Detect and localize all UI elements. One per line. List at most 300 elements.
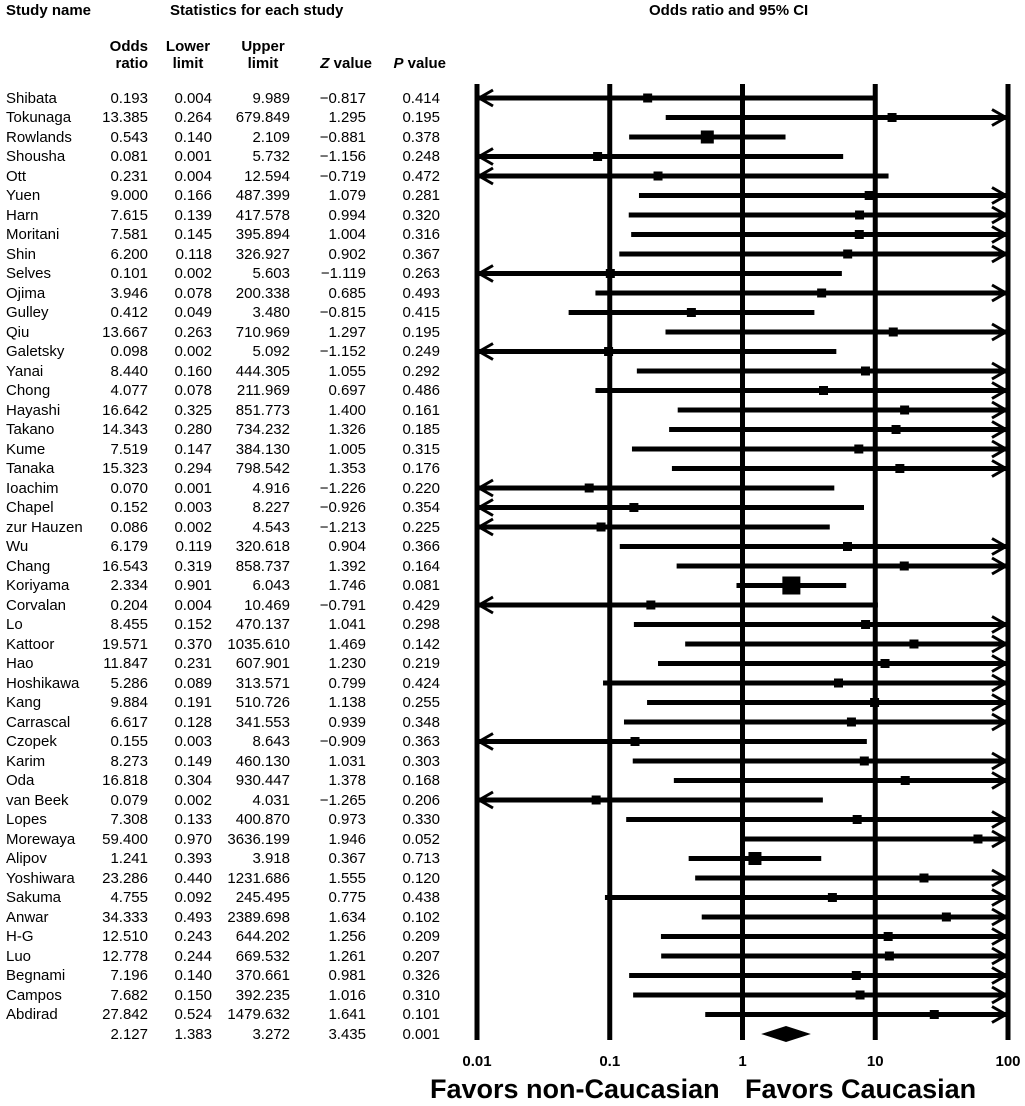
odds-ratio-cell: 4.755 bbox=[110, 889, 148, 906]
odds-ratio-cell: 16.543 bbox=[102, 557, 148, 575]
p-value-cell: 0.248 bbox=[402, 148, 440, 165]
odds-ratio-cell: 0.231 bbox=[110, 167, 148, 185]
odds-ratio-cell: 11.847 bbox=[103, 655, 148, 672]
study-name-cell: Moritani bbox=[6, 226, 60, 243]
study-name-cell: Campos bbox=[6, 986, 62, 1004]
p-value-cell: 0.366 bbox=[402, 538, 440, 555]
p-value-cell: 0.102 bbox=[402, 908, 440, 926]
lower-limit-cell: 0.231 bbox=[174, 655, 212, 672]
tick-label: 0.01 bbox=[462, 1053, 492, 1070]
point-estimate-marker bbox=[855, 230, 864, 239]
odds-ratio-cell: 1.241 bbox=[110, 850, 148, 867]
point-estimate-marker bbox=[889, 328, 898, 337]
upper-limit-cell: 3.918 bbox=[252, 850, 290, 867]
z-value-header-italic: Z bbox=[320, 55, 330, 72]
study-name-cell: Sakuma bbox=[6, 889, 62, 906]
study-name-cell: Harn bbox=[6, 206, 39, 224]
study-name-cell: Shousha bbox=[6, 148, 66, 165]
lower-limit-cell: 0.440 bbox=[174, 869, 212, 887]
lower-limit-cell: 0.393 bbox=[174, 850, 212, 867]
lower-limit-cell: 0.524 bbox=[174, 1006, 212, 1023]
odds-ratio-cell: 16.642 bbox=[102, 401, 148, 419]
point-estimate-marker bbox=[701, 131, 714, 144]
z-value-cell: −0.815 bbox=[319, 304, 366, 321]
odds-ratio-cell: 7.615 bbox=[110, 206, 148, 224]
lower-limit-cell: 0.118 bbox=[175, 245, 212, 263]
odds-ratio-cell: 8.440 bbox=[110, 362, 148, 380]
z-value-header-rest: value bbox=[329, 55, 372, 72]
z-value-cell: 1.641 bbox=[328, 1006, 366, 1023]
odds-ratio-cell: 9.000 bbox=[110, 187, 148, 204]
p-value-cell: 0.348 bbox=[402, 713, 440, 731]
study-name-cell: Carrascal bbox=[6, 713, 71, 731]
point-estimate-marker bbox=[629, 503, 638, 512]
odds-ratio-cell: 4.077 bbox=[110, 382, 148, 399]
odds-ratio-cell: 12.510 bbox=[102, 928, 148, 945]
upper-limit-header-line1: Upper bbox=[241, 38, 285, 55]
odds-ratio-cell: 0.155 bbox=[110, 733, 148, 750]
upper-limit-cell: 4.916 bbox=[252, 479, 290, 497]
odds-ratio-cell: 0.101 bbox=[110, 265, 148, 282]
lower-limit-cell: 0.089 bbox=[174, 674, 212, 692]
upper-limit-cell: 341.553 bbox=[235, 713, 290, 731]
lower-limit-cell: 1.383 bbox=[174, 1025, 212, 1043]
study-name-cell: Kattoor bbox=[6, 635, 55, 653]
study-name-cell: Yanai bbox=[6, 362, 44, 380]
z-value-cell: 1.555 bbox=[328, 869, 366, 887]
odds-ratio-cell: 3.946 bbox=[110, 284, 148, 302]
p-value-cell: 0.225 bbox=[402, 518, 440, 536]
p-value-cell: 0.249 bbox=[402, 343, 440, 360]
p-value-cell: 0.424 bbox=[402, 674, 440, 692]
study-name-cell: Abdirad bbox=[6, 1006, 58, 1023]
point-estimate-marker bbox=[646, 601, 655, 610]
z-value-cell: 1.297 bbox=[328, 323, 366, 341]
z-value-cell: 1.400 bbox=[328, 401, 366, 419]
p-value-cell: 0.263 bbox=[402, 265, 440, 282]
z-value-cell: 1.031 bbox=[328, 752, 366, 770]
study-name-cell: Hayashi bbox=[6, 401, 61, 419]
study-name-cell: Czopek bbox=[6, 733, 57, 750]
odds-ratio-cell: 7.519 bbox=[110, 440, 148, 458]
lower-limit-cell: 0.140 bbox=[174, 128, 212, 146]
point-estimate-marker bbox=[643, 94, 652, 103]
point-estimate-marker bbox=[881, 659, 890, 668]
study-name-cell: Anwar bbox=[6, 908, 49, 926]
point-estimate-marker bbox=[819, 386, 828, 395]
point-estimate-marker bbox=[687, 308, 696, 317]
upper-limit-cell: 6.043 bbox=[252, 577, 290, 594]
z-value-cell: 0.939 bbox=[328, 713, 366, 731]
p-value-cell: 0.472 bbox=[402, 167, 440, 185]
lower-limit-cell: 0.140 bbox=[174, 967, 212, 984]
point-estimate-marker bbox=[592, 796, 601, 805]
lower-limit-cell: 0.145 bbox=[174, 226, 212, 243]
lower-limit-cell: 0.150 bbox=[174, 986, 212, 1004]
z-value-cell: 1.138 bbox=[328, 694, 366, 711]
point-estimate-marker bbox=[884, 932, 893, 941]
odds-ratio-cell: 0.081 bbox=[110, 148, 148, 165]
point-estimate-marker bbox=[817, 289, 826, 298]
upper-limit-cell: 2389.698 bbox=[227, 908, 290, 926]
p-value-cell: 0.219 bbox=[402, 655, 440, 672]
lower-limit-cell: 0.139 bbox=[174, 206, 212, 224]
point-estimate-marker bbox=[593, 152, 602, 161]
odds-ratio-cell: 0.193 bbox=[110, 89, 148, 107]
lower-limit-cell: 0.152 bbox=[174, 616, 212, 633]
point-estimate-marker bbox=[606, 269, 615, 278]
upper-limit-cell: 417.578 bbox=[235, 206, 290, 224]
lower-limit-cell: 0.004 bbox=[174, 89, 212, 107]
upper-limit-cell: 395.894 bbox=[235, 226, 290, 243]
upper-limit-cell: 392.235 bbox=[235, 986, 290, 1004]
point-estimate-marker bbox=[853, 815, 862, 824]
point-estimate-marker bbox=[748, 852, 761, 865]
study-name-cell: Qiu bbox=[6, 323, 30, 341]
study-name-cell: Rowlands bbox=[6, 128, 72, 146]
study-name-cell: Alipov bbox=[6, 850, 47, 867]
z-value-cell: −0.909 bbox=[319, 733, 366, 750]
z-value-cell: 0.685 bbox=[328, 284, 366, 302]
odds-ratio-cell: 16.818 bbox=[102, 772, 148, 789]
z-value-cell: 1.004 bbox=[328, 226, 366, 243]
upper-limit-cell: 384.130 bbox=[235, 440, 290, 458]
point-estimate-marker bbox=[888, 113, 897, 122]
study-name-cell: Tanaka bbox=[6, 460, 55, 477]
point-estimate-marker bbox=[847, 718, 856, 727]
lower-limit-cell: 0.160 bbox=[174, 362, 212, 380]
upper-limit-cell: 669.532 bbox=[235, 947, 290, 965]
study-name-cell: van Beek bbox=[6, 791, 69, 809]
p-value-cell: 0.292 bbox=[402, 362, 440, 380]
study-name-cell: Chang bbox=[6, 557, 51, 575]
odds-ratio-cell: 14.343 bbox=[102, 421, 148, 438]
lower-limit-cell: 0.002 bbox=[174, 518, 212, 536]
odds-ratio-cell: 2.334 bbox=[110, 577, 148, 594]
study-name-cell: Wu bbox=[6, 538, 29, 555]
study-name-cell: Shin bbox=[6, 245, 37, 263]
odds-ratio-cell: 6.617 bbox=[110, 713, 148, 731]
p-value-cell: 0.493 bbox=[402, 284, 440, 302]
p-value-cell: 0.001 bbox=[402, 1025, 440, 1043]
z-value-cell: 0.367 bbox=[328, 850, 366, 867]
p-value-cell: 0.316 bbox=[402, 226, 440, 243]
z-value-cell: −1.213 bbox=[319, 518, 366, 536]
odds-ratio-cell: 2.127 bbox=[110, 1025, 148, 1043]
p-value-cell: 0.168 bbox=[402, 772, 440, 789]
lower-limit-cell: 0.493 bbox=[174, 908, 212, 926]
tick-label: 10 bbox=[866, 1053, 884, 1070]
z-value-cell: 3.435 bbox=[328, 1025, 366, 1043]
lower-limit-cell: 0.901 bbox=[174, 577, 212, 594]
study-name-cell: Chong bbox=[6, 382, 51, 399]
point-estimate-marker bbox=[856, 991, 865, 1000]
odds-ratio-cell: 0.079 bbox=[110, 791, 148, 809]
p-value-cell: 0.414 bbox=[402, 89, 440, 107]
odds-ratio-cell: 12.778 bbox=[102, 947, 148, 965]
odds-ratio-cell: 0.412 bbox=[110, 304, 148, 321]
odds-ratio-cell: 0.098 bbox=[110, 343, 148, 360]
lower-limit-cell: 0.001 bbox=[174, 148, 212, 165]
odds-ratio-cell: 9.884 bbox=[110, 694, 148, 711]
study-name-header: Study name bbox=[6, 2, 92, 19]
odds-ratio-cell: 8.273 bbox=[110, 752, 148, 770]
odds-ratio-cell: 7.308 bbox=[110, 811, 148, 828]
study-name-cell: Corvalan bbox=[6, 596, 67, 614]
point-estimate-marker bbox=[973, 835, 982, 844]
statistics-header: Statistics for each study bbox=[170, 2, 344, 19]
z-value-cell: −1.226 bbox=[319, 479, 366, 497]
point-estimate-marker bbox=[631, 737, 640, 746]
upper-limit-cell: 734.232 bbox=[235, 421, 290, 438]
study-name-cell: Lopes bbox=[6, 811, 47, 828]
tick-label: 1 bbox=[738, 1053, 747, 1070]
p-value-cell: 0.195 bbox=[402, 109, 440, 126]
z-value-cell: 1.946 bbox=[328, 830, 366, 848]
upper-limit-cell: 200.338 bbox=[235, 284, 290, 302]
point-estimate-marker bbox=[834, 679, 843, 688]
upper-limit-cell: 211.969 bbox=[236, 382, 290, 399]
z-value-cell: 1.005 bbox=[328, 440, 366, 458]
study-name-cell: Ioachim bbox=[6, 479, 59, 497]
p-value-cell: 0.120 bbox=[402, 869, 440, 887]
study-name-cell: Begnami bbox=[6, 967, 66, 984]
z-value-cell: −0.926 bbox=[319, 499, 366, 516]
upper-limit-cell: 3.272 bbox=[252, 1025, 290, 1043]
odds-ratio-cell: 5.286 bbox=[110, 674, 148, 692]
lower-limit-cell: 0.002 bbox=[174, 343, 212, 360]
odds-ratio-cell: 7.196 bbox=[110, 967, 148, 984]
study-name-cell: Tokunaga bbox=[6, 109, 72, 126]
p-value-cell: 0.378 bbox=[402, 128, 440, 146]
study-name-cell: Koriyama bbox=[6, 577, 70, 594]
z-value-cell: 1.326 bbox=[328, 421, 366, 438]
odds-ratio-cell: 34.333 bbox=[102, 908, 148, 926]
point-estimate-marker bbox=[942, 913, 951, 922]
p-value-cell: 0.281 bbox=[402, 187, 440, 204]
point-estimate-marker bbox=[585, 484, 594, 493]
point-estimate-marker bbox=[900, 562, 909, 571]
lower-limit-cell: 0.001 bbox=[174, 479, 212, 497]
p-value-cell: 0.209 bbox=[402, 928, 440, 945]
odds-ratio-cell: 7.581 bbox=[110, 226, 148, 243]
odds-ratio-cell: 0.070 bbox=[110, 479, 148, 497]
upper-limit-cell: 2.109 bbox=[252, 128, 290, 146]
upper-limit-cell: 12.594 bbox=[244, 167, 290, 185]
upper-limit-cell: 679.849 bbox=[235, 109, 290, 126]
upper-limit-cell: 3.480 bbox=[252, 304, 290, 321]
study-name-cell: Galetsky bbox=[6, 343, 65, 360]
study-name-cell: Karim bbox=[6, 752, 46, 770]
odds-ratio-cell: 19.571 bbox=[102, 635, 148, 653]
study-name-cell: zur Hauzen bbox=[6, 518, 83, 536]
z-value-cell: −1.265 bbox=[319, 791, 366, 809]
study-name-cell: Hao bbox=[6, 655, 34, 672]
upper-limit-cell: 10.469 bbox=[244, 596, 290, 614]
upper-limit-cell: 444.305 bbox=[235, 362, 290, 380]
lower-limit-cell: 0.078 bbox=[174, 284, 212, 302]
z-value-cell: 1.079 bbox=[328, 187, 366, 204]
p-value-cell: 0.161 bbox=[402, 401, 440, 419]
point-estimate-marker bbox=[843, 250, 852, 259]
point-estimate-marker bbox=[860, 757, 869, 766]
lower-limit-cell: 0.003 bbox=[174, 733, 212, 750]
lower-limit-cell: 0.263 bbox=[174, 323, 212, 341]
point-estimate-marker bbox=[597, 523, 606, 532]
point-estimate-marker bbox=[870, 698, 879, 707]
study-name-cell: Lo bbox=[6, 616, 23, 633]
tick-label: 0.1 bbox=[599, 1053, 621, 1070]
lower-limit-cell: 0.970 bbox=[174, 830, 212, 848]
p-value-cell: 0.429 bbox=[402, 596, 440, 614]
p-value-cell: 0.164 bbox=[402, 557, 440, 575]
study-name-cell: Morewaya bbox=[6, 830, 76, 848]
study-name-cell: Ott bbox=[6, 167, 27, 185]
p-value-cell: 0.206 bbox=[402, 791, 440, 809]
upper-limit-cell: 4.543 bbox=[252, 518, 290, 536]
study-name-cell: Hoshikawa bbox=[6, 674, 80, 692]
z-value-cell: 1.295 bbox=[328, 109, 366, 126]
point-estimate-marker bbox=[782, 577, 800, 595]
study-name-cell: Shibata bbox=[6, 89, 57, 107]
lower-limit-cell: 0.166 bbox=[174, 187, 212, 204]
lower-limit-cell: 0.002 bbox=[174, 265, 212, 282]
p-value-cell: 0.713 bbox=[402, 850, 440, 867]
point-estimate-marker bbox=[895, 464, 904, 473]
z-value-cell: 1.041 bbox=[328, 616, 366, 633]
odds-ratio-cell: 23.286 bbox=[102, 869, 148, 887]
upper-limit-cell: 5.603 bbox=[252, 265, 290, 282]
point-estimate-marker bbox=[604, 347, 613, 356]
lower-limit-cell: 0.128 bbox=[174, 713, 212, 731]
upper-limit-cell: 8.643 bbox=[252, 733, 290, 750]
point-estimate-marker bbox=[885, 952, 894, 961]
upper-limit-cell: 858.737 bbox=[235, 557, 290, 575]
z-value-cell: 1.378 bbox=[328, 772, 366, 789]
odds-ratio-cell: 0.204 bbox=[110, 596, 148, 614]
point-estimate-marker bbox=[865, 191, 874, 200]
p-value-cell: 0.220 bbox=[402, 479, 440, 497]
p-value-cell: 0.310 bbox=[402, 986, 440, 1004]
lower-limit-cell: 0.002 bbox=[174, 791, 212, 809]
odds-ratio-cell: 6.200 bbox=[110, 245, 148, 263]
study-name-cell: Takano bbox=[6, 421, 55, 438]
lower-limit-cell: 0.244 bbox=[174, 947, 212, 965]
odds-ratio-cell: 6.179 bbox=[110, 538, 148, 555]
odds-ratio-cell: 13.667 bbox=[102, 323, 148, 341]
odds-ratio-cell: 0.152 bbox=[110, 499, 148, 516]
forest-plot-title: Odds ratio and 95% CI bbox=[649, 2, 809, 19]
z-value-cell: 1.055 bbox=[328, 362, 366, 380]
lower-limit-cell: 0.191 bbox=[174, 694, 212, 711]
study-name-cell: Kume bbox=[6, 440, 46, 458]
lower-limit-header-line1: Lower bbox=[165, 38, 211, 55]
p-value-cell: 0.207 bbox=[402, 947, 440, 965]
upper-limit-cell: 710.969 bbox=[235, 323, 290, 341]
point-estimate-marker bbox=[919, 874, 928, 883]
upper-limit-cell: 1479.632 bbox=[227, 1006, 290, 1023]
lower-limit-cell: 0.149 bbox=[174, 752, 212, 770]
z-value-cell: −1.119 bbox=[320, 265, 366, 282]
study-name-cell: Luo bbox=[6, 947, 32, 965]
upper-limit-cell: 487.399 bbox=[235, 187, 290, 204]
point-estimate-marker bbox=[855, 211, 864, 220]
z-value-cell: 1.261 bbox=[328, 947, 366, 965]
z-value-cell: 1.230 bbox=[328, 655, 366, 672]
z-value-cell: 0.775 bbox=[328, 889, 366, 906]
z-value-cell: 1.353 bbox=[328, 460, 366, 477]
z-value-cell: 0.981 bbox=[328, 967, 366, 984]
upper-limit-cell: 320.618 bbox=[235, 538, 290, 555]
z-value-cell: 0.902 bbox=[328, 245, 366, 263]
lower-limit-cell: 0.319 bbox=[174, 557, 212, 575]
p-value-cell: 0.330 bbox=[402, 811, 440, 828]
upper-limit-cell: 5.092 bbox=[252, 343, 290, 360]
study-name-cell: Gulley bbox=[6, 304, 49, 321]
upper-limit-cell: 460.130 bbox=[235, 752, 290, 770]
upper-limit-cell: 4.031 bbox=[252, 791, 290, 809]
odds-ratio-cell: 13.385 bbox=[102, 109, 148, 126]
z-value-cell: 0.697 bbox=[328, 382, 366, 399]
point-estimate-marker bbox=[843, 542, 852, 551]
z-value-cell: −1.156 bbox=[319, 148, 366, 165]
odds-ratio-cell: 59.400 bbox=[102, 830, 148, 848]
z-value-cell: −1.152 bbox=[319, 343, 366, 360]
study-name-cell: Yoshiwara bbox=[6, 869, 75, 887]
odds-ratio-header-line1: Odds bbox=[109, 38, 148, 55]
upper-limit-cell: 851.773 bbox=[235, 401, 290, 419]
upper-limit-cell: 510.726 bbox=[235, 694, 290, 711]
z-value-cell: −0.791 bbox=[319, 596, 366, 614]
upper-limit-cell: 313.571 bbox=[235, 674, 290, 692]
upper-limit-cell: 3636.199 bbox=[227, 830, 290, 848]
tick-label: 100 bbox=[995, 1053, 1021, 1070]
study-name-cell: Chapel bbox=[6, 499, 54, 516]
z-value-cell: 1.469 bbox=[328, 635, 366, 653]
study-name-cell: Selves bbox=[6, 265, 52, 282]
z-value-cell: 0.904 bbox=[328, 538, 366, 555]
point-estimate-marker bbox=[654, 172, 663, 181]
point-estimate-marker bbox=[892, 425, 901, 434]
lower-limit-cell: 0.147 bbox=[174, 440, 212, 458]
odds-ratio-cell: 15.323 bbox=[102, 460, 148, 477]
lower-limit-cell: 0.370 bbox=[174, 635, 212, 653]
p-value-cell: 0.185 bbox=[402, 421, 440, 438]
z-value-cell: 0.973 bbox=[328, 811, 366, 828]
lower-limit-cell: 0.119 bbox=[175, 538, 212, 555]
upper-limit-cell: 8.227 bbox=[252, 499, 290, 516]
point-estimate-marker bbox=[901, 776, 910, 785]
z-value-cell: −0.881 bbox=[319, 128, 366, 146]
p-value-cell: 0.354 bbox=[402, 499, 440, 516]
p-value-cell: 0.367 bbox=[402, 245, 440, 263]
p-value-cell: 0.415 bbox=[402, 304, 440, 321]
lower-limit-cell: 0.294 bbox=[174, 460, 212, 477]
study-name-cell: Ojima bbox=[6, 284, 46, 302]
p-value-cell: 0.052 bbox=[402, 830, 440, 848]
z-value-cell: −0.719 bbox=[319, 167, 366, 185]
p-value-cell: 0.326 bbox=[402, 967, 440, 984]
p-value-cell: 0.363 bbox=[402, 733, 440, 750]
odds-ratio-header-line2: ratio bbox=[115, 55, 148, 72]
lower-limit-cell: 0.004 bbox=[174, 596, 212, 614]
point-estimate-marker bbox=[854, 445, 863, 454]
p-value-header-italic: P bbox=[393, 55, 404, 72]
summary-diamond bbox=[761, 1026, 811, 1042]
point-estimate-marker bbox=[909, 640, 918, 649]
odds-ratio-cell: 0.543 bbox=[110, 128, 148, 146]
z-value-cell: −0.817 bbox=[319, 89, 366, 107]
